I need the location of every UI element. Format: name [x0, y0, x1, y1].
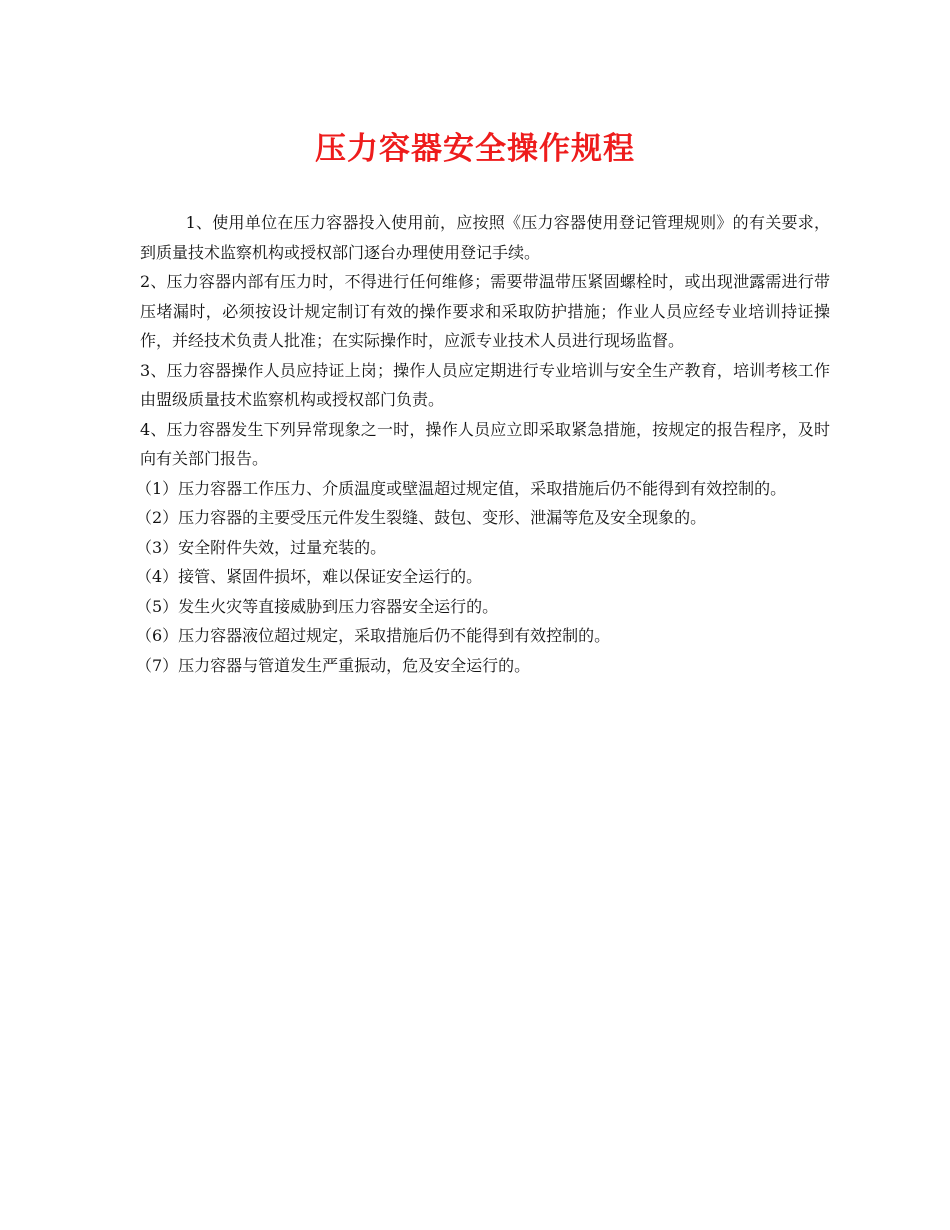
list-item-2: （2）压力容器的主要受压元件发生裂缝、鼓包、变形、泄漏等危及安全现象的。	[136, 508, 707, 527]
document-body	[136, 208, 830, 680]
list-item-1: （1）压力容器工作压力、介质温度或壁温超过规定值，采取措施后仍不能得到有效控制的。	[136, 478, 787, 498]
list-item-4: （4）接管、紧固件损坏，难以保证安全运行的。	[136, 567, 483, 586]
document-title: 压力容器安全操作规程	[315, 131, 635, 167]
paragraph-2: 2、压力容器内部有压力时，不得进行任何维修；需要带温带压紧固螺栓时，或出现泄露需进行带压堵漏时，必须按设计规定制订有效的操作要求和采取防护措施；作业人员应经专业培训持证操作，并经技术负责人批准；在实际操作时，应派专业技术人员进行现场监督。	[140, 272, 830, 350]
paragraph-4: 4、压力容器发生下列异常现象之一时，操作人员应立即采取紧急措施，按规定的报告程序，及时向有关部门报告。	[140, 419, 830, 468]
list-item-3: （3）安全附件失效，过量充装的。	[136, 537, 387, 557]
paragraph-1: 1、使用单位在压力容器投入使用前，应按照《压力容器使用登记管理规则》的有关要求，到质量技术监察机构或授权部门逐台办理使用登记手续。	[140, 213, 830, 262]
list-item-5: （5）发生火灾等直接威胁到压力容器安全运行的。	[136, 596, 499, 616]
list-item-7: （7）压力容器与管道发生严重振动，危及安全运行的。	[136, 655, 531, 675]
paragraph-3: 3、压力容器操作人员应持证上岗；操作人员应定期进行专业培训与安全生产教育，培训考核工作由盟级质量技术监察机构或授权部门负责。	[140, 360, 830, 409]
list-item-6: （6）压力容器液位超过规定，采取措施后仍不能得到有效控制的。	[136, 626, 611, 645]
